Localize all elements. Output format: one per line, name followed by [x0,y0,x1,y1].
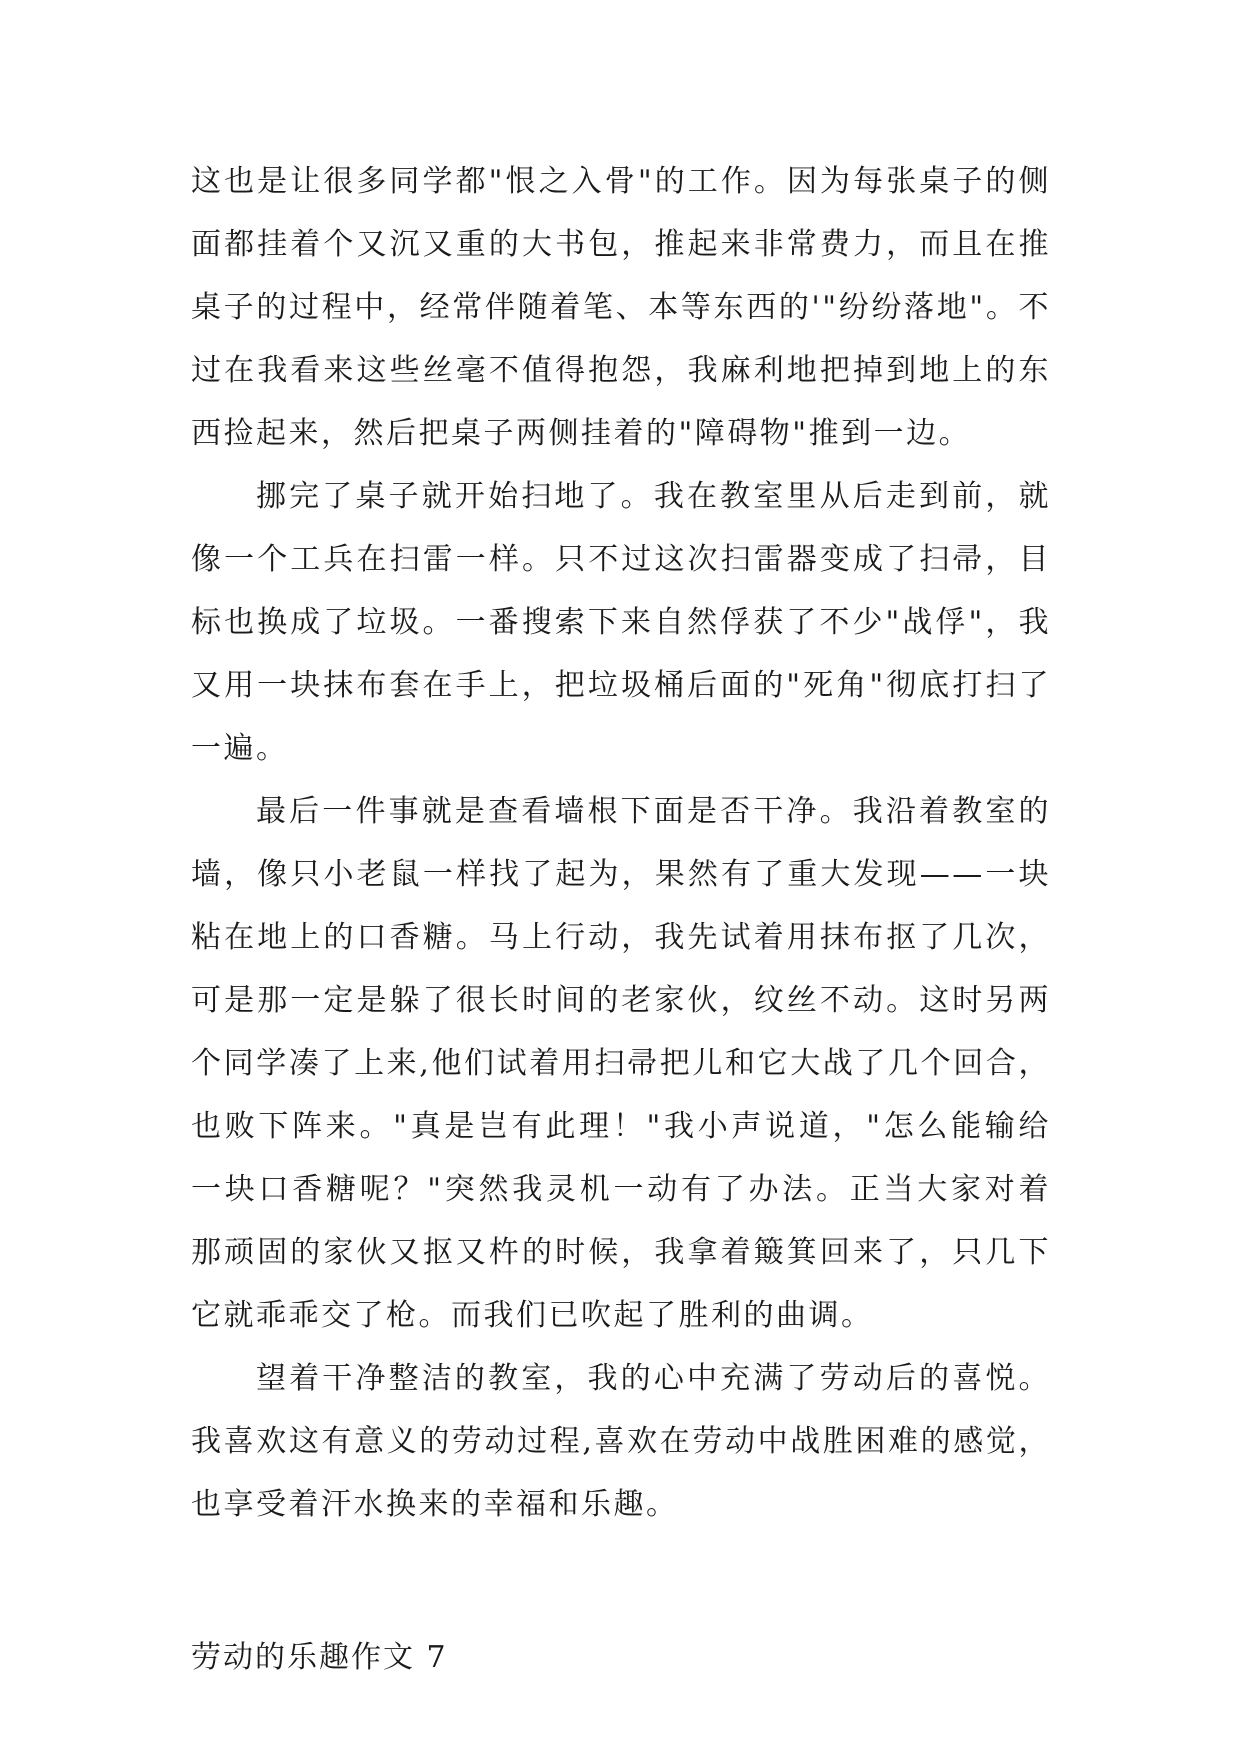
paragraph-chewing-gum: 最后一件事就是查看墙根下面是否干净。我沿着教室的墙，像只小老鼠一样找了起为，果然有了重大发现——一块粘在地上的口香糖。马上行动，我先试着用抹布抠了几次，可是那一定是躲了很长时间的老家伙，纹丝不动。这时另两个同学凑了上来,他们试着用扫帚把儿和它大战了几个回合，也败下阵来。"真是岂有此理！"我小声说道，"怎么能输给一块口香糖呢？"突然我灵机一动有了办法。正当大家对着那顽固的家伙又抠又杵的时候，我拿着簸箕回来了，只几下它就乖乖交了枪。而我们已吹起了胜利的曲调。 [191,794,1051,1333]
document-body [191,150,1051,1689]
essay-heading: 劳动的乐趣作文 7 [191,1640,448,1675]
paragraph-continuation: 这也是让很多同学都"恨之入骨"的工作。因为每张桌子的侧面都挂着个又沉又重的大书包，推起来非常费力，而且在推桌子的过程中，经常伴随着笔、本等东西的'"纷纷落地"。不过在我看来这些丝毫不值得抱怨，我麻利地把掉到地上的东西捡起来，然后把桌子两侧挂着的"障碍物"推到一边。 [191,164,1051,451]
paragraph-sweeping: 挪完了桌子就开始扫地了。我在教室里从后走到前，就像一个工兵在扫雷一样。只不过这次扫雷器变成了扫帚，目标也换成了垃圾。一番搜索下来自然俘获了不少"战俘"，我又用一块抹布套在手上，把垃圾桶后面的"死角"彻底打扫了一遍。 [191,479,1051,766]
paragraph-conclusion: 望着干净整洁的教室，我的心中充满了劳动后的喜悦。我喜欢这有意义的劳动过程,喜欢在劳动中战胜困难的感觉，也享受着汗水换来的幸福和乐趣。 [191,1361,1051,1522]
